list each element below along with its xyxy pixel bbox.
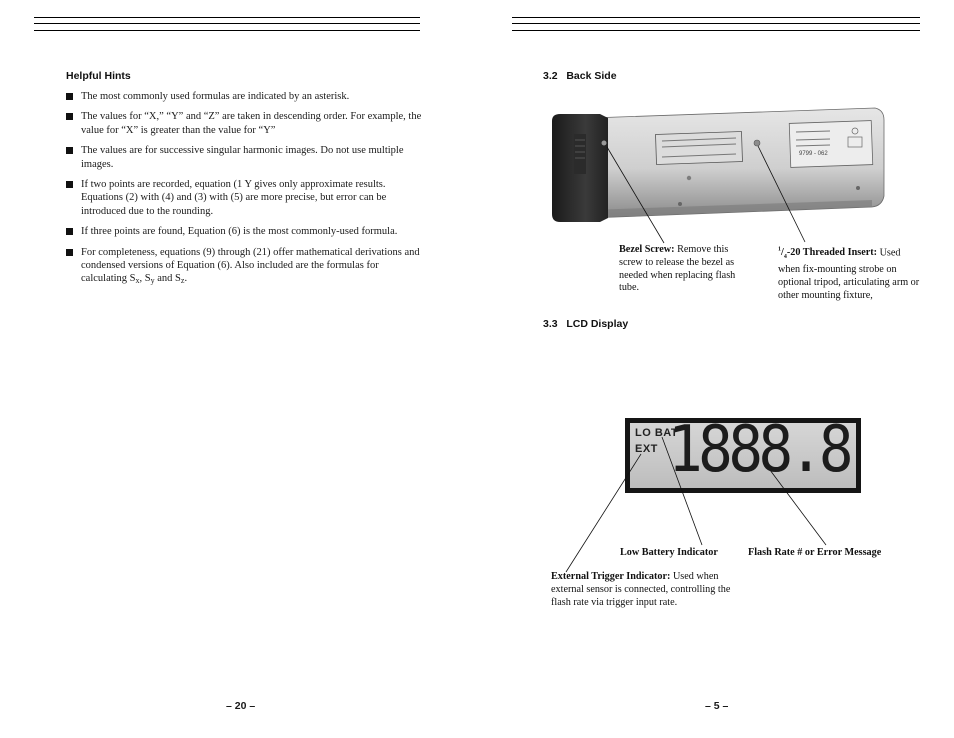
threaded-insert-caption: $^1/_4-20$ Threaded Insert: Used when fix-mounting strobe on optional tripod, articulating arm or other mounting fixture, [778, 247, 920, 301]
hint-item: For completeness, equations (9) through (21) offer mathematical derivations and condensed versions of Equation (6). Also included are the formulas for calculating $S_x$, $S_y$ and $S_z$. [66, 246, 426, 288]
device-serial-label: 9799 - 062 [799, 151, 828, 157]
ext-indicator: EXT [635, 443, 658, 455]
low-battery-caption: Low Battery Indicator [620, 547, 718, 558]
right-page-number: – 5 – [705, 700, 729, 712]
hint-item: The most commonly used formulas are indicated by an asterisk. [66, 90, 426, 103]
hint-item: If two points are recorded, equation (1 Y gives only approximate results. Equations (2) with (4) and (3) with (5) are more precise, but error can be introduced due to the rounding. [66, 178, 426, 218]
lcd-display-heading: 3.3 LCD Display [543, 318, 629, 330]
lcd-digits: 1888.8 [668, 413, 850, 487]
hint-item: If three points are found, Equation (6) is the most commonly-used formula. [66, 225, 426, 238]
flash-rate-caption: Flash Rate # or Error Message [748, 547, 882, 558]
hint-item: The values are for successive singular harmonic images. Do not use multiple images. [66, 144, 426, 171]
back-side-heading: 3.2 Back Side [543, 70, 617, 82]
lo-bat-indicator: LO BAT [635, 427, 679, 439]
hint-item: The values for “X,” “Y” and “Z” are taken in descending order. For example, the value for “X” is greater than the value for “Y” [66, 110, 426, 137]
external-trigger-caption: External Trigger Indicator: Used when external sensor is connected, controlling the flash rate via trigger input rate. [551, 571, 731, 608]
helpful-hints-heading: Helpful Hints [66, 70, 131, 82]
left-page-number: – 20 – [226, 700, 256, 712]
bezel-screw-caption: Bezel Screw: Remove this screw to release the bezel as needed when replacing flash tube. [619, 244, 736, 294]
